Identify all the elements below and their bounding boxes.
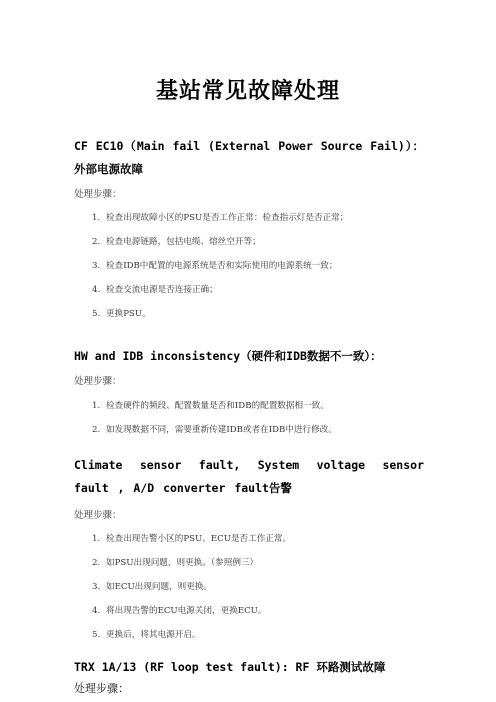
section-heading-rf-loop: TRX 1A/13 (RF loop test fault): RF 环路测试故障 — [74, 660, 386, 674]
list-item: 2. 如发现数据不同，需要重新传建IDB或者在IDB中进行修改。 — [92, 425, 337, 435]
list-item: 4. 检查交流电源是否连接正确； — [92, 285, 218, 295]
list-item: 3. 如ECU出现问题，则更换。 — [92, 582, 213, 592]
section-heading-sensor-fault: Climate sensor fault, System voltage sensor fault , A/D converter fault告警 — [74, 458, 424, 495]
page-title: 基站常见故障处理 — [155, 78, 340, 104]
section-heading-psu-fail: CF EC10（Main fail (External Power Source Fail)）：外部电源故障 — [74, 139, 424, 176]
list-item: 5. 更换PSU。 — [92, 309, 151, 319]
list-item: 2. 检查电源链路，包括电缆、熔丝空开等； — [92, 237, 261, 247]
steps-label: 处理步骤： — [74, 376, 122, 387]
list-item: 4. 将出现告警的ECU电源关闭，更换ECU。 — [92, 606, 267, 616]
list-item: 1. 检查硬件的频段、配置数量是否和IDB的配置数据相一致。 — [92, 401, 329, 411]
steps-label: 处理步骤： — [74, 510, 122, 521]
steps-label: 处理步骤： — [74, 189, 122, 200]
list-item: 5. 更换后，将其电源开启。 — [92, 630, 201, 640]
list-item: 2. 如PSU出现问题，则更换。（参照例三） — [92, 558, 259, 568]
steps-label: 处理步骤： — [74, 682, 129, 695]
list-item: 3. 检查IDB中配置的电源系统是否和实际使用的电源系统一致； — [92, 261, 338, 271]
list-item: 1. 检查出现故障小区的PSU是否工作正常：检查指示灯是否正常； — [92, 213, 349, 223]
section-heading-idb-inconsistency: HW and IDB inconsistency（硬件和IDB数据不一致）： — [74, 349, 382, 363]
list-item: 1. 检查出现告警小区的PSU、ECU是否工作正常。 — [92, 534, 292, 544]
